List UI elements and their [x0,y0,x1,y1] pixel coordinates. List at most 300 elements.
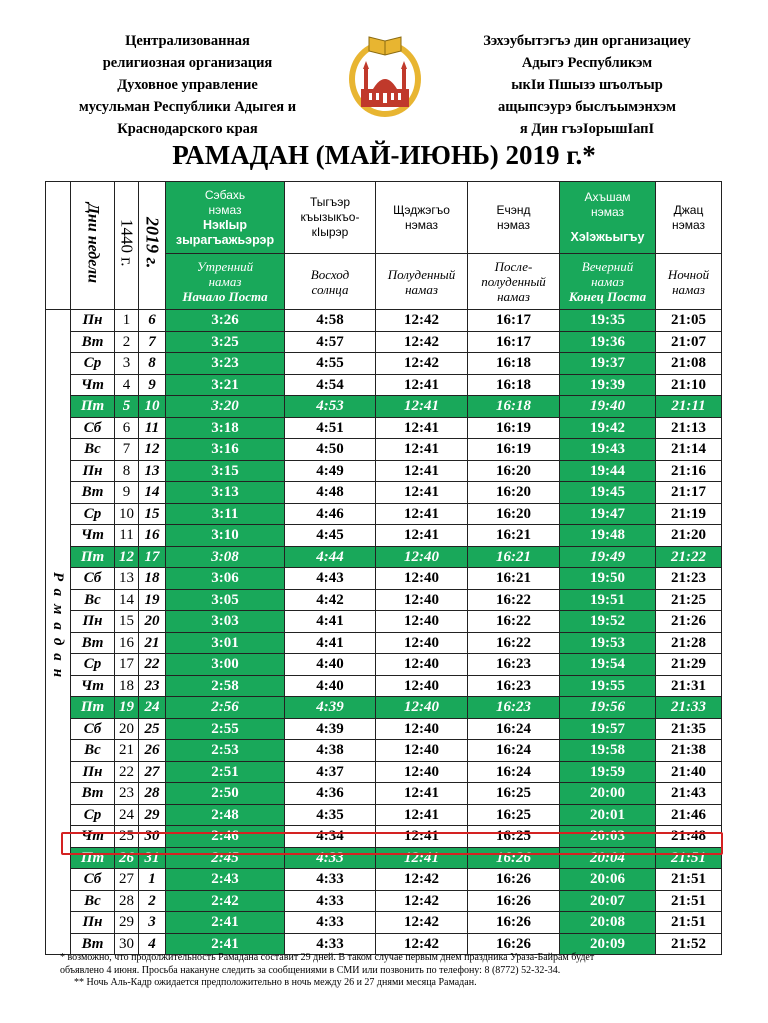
cell-fajr: 2:58 [166,675,285,697]
org-ady-line: ыкIи Пшызэ шъолъыр [511,77,663,93]
cell-hijri-day: 18 [115,675,139,697]
cell-isha: 21:48 [656,826,722,848]
cell-maghrib: 20:04 [560,847,656,869]
cell-sunrise: 4:53 [285,396,376,418]
cell-fajr: 3:25 [166,331,285,353]
cell-greg-day: 30 [139,826,166,848]
cell-maghrib: 19:47 [560,503,656,525]
cell-day: Чт [71,675,115,697]
cell-day: Пт [71,847,115,869]
table-row [46,353,722,375]
org-ru-line: Централизованная [125,33,250,49]
cell-greg-day: 6 [139,310,166,332]
cell-isha: 21:33 [656,697,722,719]
cell-dhuhr: 12:41 [376,460,468,482]
cell-hijri-day: 22 [115,761,139,783]
cell-fajr: 2:46 [166,826,285,848]
cell-isha: 21:10 [656,374,722,396]
cell-asr: 16:23 [468,654,560,676]
cell-fajr: 2:51 [166,761,285,783]
cell-asr: 16:26 [468,933,560,955]
cell-dhuhr: 12:40 [376,589,468,611]
cell-fajr: 3:00 [166,654,285,676]
cell-day: Пн [71,310,115,332]
cell-dhuhr: 12:40 [376,718,468,740]
cell-day: Вс [71,589,115,611]
cell-asr: 16:22 [468,632,560,654]
cell-hijri-day: 14 [115,589,139,611]
cell-greg-day: 25 [139,718,166,740]
cell-hijri-day: 21 [115,740,139,762]
table-row [46,632,722,654]
cell-day: Сб [71,718,115,740]
cell-day: Вс [71,439,115,461]
table-row [46,890,722,912]
cell-fajr: 2:48 [166,804,285,826]
cell-fajr: 3:15 [166,460,285,482]
table-row [46,611,722,633]
cell-fajr: 3:13 [166,482,285,504]
table-row [46,783,722,805]
cell-sunrise: 4:45 [285,525,376,547]
footnotes [60,952,710,990]
cell-day: Вт [71,632,115,654]
cell-asr: 16:25 [468,783,560,805]
cell-isha: 21:51 [656,847,722,869]
cell-dhuhr: 12:40 [376,568,468,590]
cell-hijri-day: 7 [115,439,139,461]
cell-dhuhr: 12:41 [376,374,468,396]
cell-fajr: 2:42 [166,890,285,912]
cell-greg-day: 19 [139,589,166,611]
cell-isha: 21:16 [656,460,722,482]
highlighted-row-outline [61,832,723,855]
table-row-friday [46,546,722,568]
cell-asr: 16:26 [468,890,560,912]
cell-day: Пн [71,761,115,783]
cell-maghrib: 19:37 [560,353,656,375]
cell-sunrise: 4:42 [285,589,376,611]
cell-greg-day: 12 [139,439,166,461]
cell-maghrib: 19:40 [560,396,656,418]
org-ru-line: мусульман Республики Адыгея и [78,99,297,115]
cell-dhuhr: 12:42 [376,331,468,353]
cell-maghrib: 19:43 [560,439,656,461]
cell-dhuhr: 12:40 [376,697,468,719]
cell-fajr: 3:10 [166,525,285,547]
cell-maghrib: 19:58 [560,740,656,762]
page-title: РАМАДАН (МАЙ-ИЮНЬ) 2019 г.* [172,140,596,170]
cell-sunrise: 4:44 [285,546,376,568]
cell-maghrib: 19:54 [560,654,656,676]
cell-dhuhr: 12:42 [376,933,468,955]
cell-maghrib: 19:50 [560,568,656,590]
cell-dhuhr: 12:42 [376,890,468,912]
cell-isha: 21:43 [656,783,722,805]
cell-hijri-day: 12 [115,546,139,568]
cell-asr: 16:21 [468,525,560,547]
cell-hijri-day: 19 [115,697,139,719]
table-row [46,740,722,762]
cell-asr: 16:24 [468,761,560,783]
cell-hijri-day: 17 [115,654,139,676]
cell-isha: 21:52 [656,933,722,955]
col-header-maghrib-ady: Ахъшам нэмаз ХэIэжьыгъу [560,182,656,254]
cell-sunrise: 4:41 [285,611,376,633]
cell-day: Чт [71,826,115,848]
table-row [46,761,722,783]
cell-dhuhr: 12:41 [376,396,468,418]
table-row [46,482,722,504]
cell-asr: 16:23 [468,675,560,697]
cell-maghrib: 19:48 [560,525,656,547]
cell-isha: 21:25 [656,589,722,611]
cell-sunrise: 4:39 [285,697,376,719]
cell-asr: 16:19 [468,417,560,439]
col-header-isha-ru: Ночной намаз [656,254,722,310]
cell-dhuhr: 12:41 [376,525,468,547]
ramadan-side-label: Рамадан [46,310,71,955]
cell-fajr: 2:56 [166,697,285,719]
cell-dhuhr: 12:40 [376,675,468,697]
cell-dhuhr: 12:41 [376,826,468,848]
cell-sunrise: 4:51 [285,417,376,439]
table-row-friday [46,697,722,719]
cell-dhuhr: 12:41 [376,482,468,504]
cell-sunrise: 4:49 [285,460,376,482]
cell-dhuhr: 12:42 [376,869,468,891]
cell-asr: 16:18 [468,396,560,418]
cell-fajr: 3:05 [166,589,285,611]
table-row [46,460,722,482]
table-row [46,310,722,332]
cell-day: Ср [71,804,115,826]
cell-fajr: 3:18 [166,417,285,439]
cell-asr: 16:19 [468,439,560,461]
cell-asr: 16:23 [468,697,560,719]
cell-isha: 21:38 [656,740,722,762]
cell-hijri-day: 29 [115,912,139,934]
cell-greg-day: 3 [139,912,166,934]
cell-isha: 21:51 [656,869,722,891]
cell-greg-day: 28 [139,783,166,805]
cell-isha: 21:51 [656,912,722,934]
cell-maghrib: 19:36 [560,331,656,353]
cell-maghrib: 20:03 [560,826,656,848]
org-ru-line: Краснодарского края [117,121,258,137]
cell-day: Сб [71,417,115,439]
cell-maghrib: 20:00 [560,783,656,805]
table-row [46,417,722,439]
cell-sunrise: 4:50 [285,439,376,461]
cell-hijri-day: 9 [115,482,139,504]
cell-fajr: 2:43 [166,869,285,891]
cell-sunrise: 4:43 [285,568,376,590]
cell-sunrise: 4:33 [285,890,376,912]
cell-asr: 16:26 [468,869,560,891]
cell-maghrib: 19:39 [560,374,656,396]
cell-isha: 21:19 [656,503,722,525]
cell-dhuhr: 12:41 [376,417,468,439]
table-row [46,503,722,525]
cell-fajr: 3:08 [166,546,285,568]
cell-isha: 21:22 [656,546,722,568]
org-ady-line: Зэхэубытэгъэ дин организациеу [483,33,691,49]
cell-hijri-day: 28 [115,890,139,912]
cell-maghrib: 19:44 [560,460,656,482]
table-row [46,869,722,891]
cell-hijri-day: 2 [115,331,139,353]
cell-day: Вт [71,783,115,805]
cell-hijri-day: 13 [115,568,139,590]
cell-fajr: 3:11 [166,503,285,525]
cell-greg-day: 18 [139,568,166,590]
footnote-line: ** Ночь Аль-Кадр ожидается предположительно в ночь между 26 и 27 днями месяца Рамадан. [74,977,477,988]
col-header-sunrise-ady: Тыгъэр къызыкъо- кIырэр [285,182,376,254]
cell-maghrib: 19:52 [560,611,656,633]
table-row [46,568,722,590]
table-row [46,374,722,396]
cell-day: Чт [71,374,115,396]
cell-sunrise: 4:33 [285,912,376,934]
cell-day: Пт [71,396,115,418]
table-row [46,589,722,611]
cell-greg-day: 11 [139,417,166,439]
cell-fajr: 2:41 [166,933,285,955]
cell-isha: 21:08 [656,353,722,375]
cell-maghrib: 19:56 [560,697,656,719]
cell-greg-day: 9 [139,374,166,396]
cell-isha: 21:11 [656,396,722,418]
cell-maghrib: 20:06 [560,869,656,891]
cell-isha: 21:28 [656,632,722,654]
cell-hijri-day: 5 [115,396,139,418]
cell-maghrib: 19:45 [560,482,656,504]
cell-hijri-day: 16 [115,632,139,654]
cell-day: Вс [71,890,115,912]
cell-asr: 16:17 [468,310,560,332]
cell-greg-day: 1 [139,869,166,891]
cell-fajr: 3:21 [166,374,285,396]
cell-isha: 21:51 [656,890,722,912]
cell-isha: 21:23 [656,568,722,590]
cell-greg-day: 13 [139,460,166,482]
cell-isha: 21:29 [656,654,722,676]
col-header-asr-ru: После- полуденный намаз [468,254,560,310]
cell-fajr: 3:01 [166,632,285,654]
ramadan-column-head [46,182,71,310]
cell-hijri-day: 8 [115,460,139,482]
cell-greg-day: 27 [139,761,166,783]
cell-sunrise: 4:38 [285,740,376,762]
col-header-isha-ady: Джац нэмаз [656,182,722,254]
cell-hijri-day: 23 [115,783,139,805]
table-row [46,718,722,740]
table-row [46,525,722,547]
org-ru-line: Духовное управление [117,77,258,93]
cell-maghrib: 19:57 [560,718,656,740]
cell-sunrise: 4:55 [285,353,376,375]
cell-dhuhr: 12:40 [376,611,468,633]
cell-maghrib: 20:07 [560,890,656,912]
cell-greg-day: 17 [139,546,166,568]
table-row-friday [46,396,722,418]
col-header-dhuhr-ady: Щэджэгъо нэмаз [376,182,468,254]
cell-isha: 21:17 [656,482,722,504]
cell-dhuhr: 12:42 [376,310,468,332]
cell-sunrise: 4:33 [285,869,376,891]
cell-fajr: 3:06 [166,568,285,590]
cell-hijri-day: 4 [115,374,139,396]
footnote-line: * возможно, что продолжительность Рамадана составит 29 дней. В таком случае первым днем праздника Ураза-Байрам будет [60,952,595,963]
cell-hijri-day: 15 [115,611,139,633]
cell-day: Пн [71,460,115,482]
cell-fajr: 3:23 [166,353,285,375]
cell-dhuhr: 12:40 [376,740,468,762]
cell-day: Вт [71,933,115,955]
cell-sunrise: 4:41 [285,632,376,654]
cell-dhuhr: 12:42 [376,912,468,934]
col-header-asr-ady: Ечэнд нэмаз [468,182,560,254]
cell-hijri-day: 27 [115,869,139,891]
cell-maghrib: 20:01 [560,804,656,826]
cell-isha: 21:13 [656,417,722,439]
cell-maghrib: 20:09 [560,933,656,955]
cell-fajr: 3:03 [166,611,285,633]
org-ady-line: Адыгэ Республикэм [521,55,653,71]
cell-isha: 21:31 [656,675,722,697]
col-header-dhuhr-ru: Полуденный намаз [376,254,468,310]
cell-dhuhr: 12:42 [376,353,468,375]
cell-greg-day: 2 [139,890,166,912]
cell-day: Пт [71,546,115,568]
cell-sunrise: 4:40 [285,654,376,676]
cell-greg-day: 26 [139,740,166,762]
cell-dhuhr: 12:41 [376,503,468,525]
cell-day: Чт [71,525,115,547]
col-header-fajr-ru: Утренний намаз Начало Поста [166,254,285,310]
cell-asr: 16:26 [468,912,560,934]
cell-maghrib: 19:59 [560,761,656,783]
cell-fajr: 2:45 [166,847,285,869]
organization-name-adyghe [452,30,722,140]
cell-asr: 16:25 [468,826,560,848]
cell-hijri-day: 10 [115,503,139,525]
cell-greg-day: 21 [139,632,166,654]
cell-greg-day: 8 [139,353,166,375]
cell-sunrise: 4:54 [285,374,376,396]
cell-asr: 16:24 [468,718,560,740]
cell-isha: 21:46 [656,804,722,826]
table-row [46,675,722,697]
cell-greg-day: 7 [139,331,166,353]
book-icon [369,37,401,55]
cell-hijri-day: 25 [115,826,139,848]
cell-hijri-day: 6 [115,417,139,439]
cell-hijri-day: 20 [115,718,139,740]
cell-greg-day: 29 [139,804,166,826]
cell-day: Пт [71,697,115,719]
col-header-sunrise-ru: Восход солнца [285,254,376,310]
table-row [46,654,722,676]
organization-name-russian [60,30,315,140]
cell-sunrise: 4:40 [285,675,376,697]
cell-day: Сб [71,869,115,891]
cell-day: Вт [71,482,115,504]
cell-hijri-day: 26 [115,847,139,869]
cell-dhuhr: 12:40 [376,632,468,654]
cell-greg-day: 15 [139,503,166,525]
col-header-day: Дни недели [71,182,115,310]
cell-sunrise: 4:57 [285,331,376,353]
cell-fajr: 2:50 [166,783,285,805]
col-header-fajr-ady: Сэбахь нэмаз НэкIыр зырагъажьэрэр [166,182,285,254]
cell-sunrise: 4:39 [285,718,376,740]
cell-sunrise: 4:33 [285,933,376,955]
cell-greg-day: 14 [139,482,166,504]
cell-day: Вс [71,740,115,762]
cell-sunrise: 4:34 [285,826,376,848]
col-header-hijri: 1440 г. [115,182,139,310]
cell-greg-day: 20 [139,611,166,633]
cell-day: Пн [71,611,115,633]
cell-asr: 16:21 [468,546,560,568]
cell-asr: 16:21 [468,568,560,590]
cell-asr: 16:18 [468,374,560,396]
cell-sunrise: 4:48 [285,482,376,504]
cell-fajr: 3:20 [166,396,285,418]
cell-maghrib: 19:53 [560,632,656,654]
cell-sunrise: 4:33 [285,847,376,869]
cell-isha: 21:07 [656,331,722,353]
cell-asr: 16:18 [468,353,560,375]
col-header-greg: 2019 г. [139,182,166,310]
mosque-logo [333,27,437,119]
table-row [46,912,722,934]
cell-dhuhr: 12:41 [376,783,468,805]
cell-isha: 21:26 [656,611,722,633]
cell-asr: 16:25 [468,804,560,826]
cell-fajr: 2:55 [166,718,285,740]
cell-greg-day: 10 [139,396,166,418]
cell-sunrise: 4:36 [285,783,376,805]
cell-greg-day: 22 [139,654,166,676]
cell-fajr: 2:53 [166,740,285,762]
cell-isha: 21:05 [656,310,722,332]
footnote-line: объявлено 4 июня. Просьба накануне следить за сообщениями в СМИ или позвонить по телефону: 8 (8772) 52-32-34. [60,964,561,976]
cell-maghrib: 19:55 [560,675,656,697]
cell-dhuhr: 12:41 [376,439,468,461]
cell-asr: 16:22 [468,589,560,611]
col-header-maghrib-ru: Вечерний намаз Конец Поста [560,254,656,310]
cell-greg-day: 23 [139,675,166,697]
table-row [46,331,722,353]
table-row [46,439,722,461]
cell-hijri-day: 1 [115,310,139,332]
cell-fajr: 3:16 [166,439,285,461]
cell-maghrib: 19:49 [560,546,656,568]
schedule-body [46,310,722,955]
cell-asr: 16:20 [468,482,560,504]
cell-day: Ср [71,353,115,375]
cell-asr: 16:24 [468,740,560,762]
cell-maghrib: 19:51 [560,589,656,611]
cell-asr: 16:17 [468,331,560,353]
org-ru-line: религиозная организация [102,55,273,71]
cell-asr: 16:22 [468,611,560,633]
cell-asr: 16:26 [468,847,560,869]
cell-sunrise: 4:35 [285,804,376,826]
